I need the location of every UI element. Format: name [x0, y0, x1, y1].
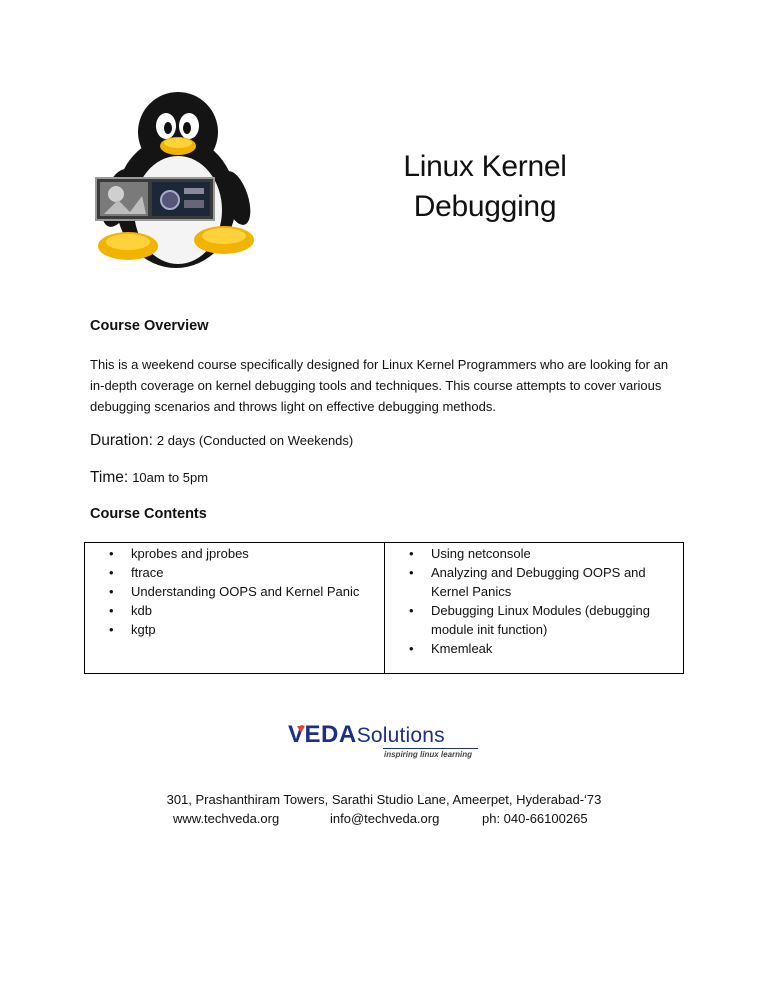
- list-item: • kgtp: [131, 620, 378, 639]
- logo-accent-mark: [297, 726, 305, 733]
- time-label: Time:: [90, 469, 129, 486]
- title-line-2: Debugging: [413, 190, 557, 223]
- course-contents-heading: Course Contents: [90, 506, 207, 522]
- contents-right-column: [384, 543, 683, 673]
- tux-penguin-icon: [90, 90, 260, 270]
- course-overview-text: This is a weekend course specifically designed for Linux Kernel Programmers who are looking for an in-depth coverage on kernel debugging tools and techniques. This course attempts to cover various debugging scenarios and throws light on effective debugging methods.: [90, 357, 669, 414]
- course-contents-table: [84, 542, 684, 674]
- page-title: [360, 147, 610, 227]
- veda-solutions-logo: [288, 720, 488, 764]
- logo-solutions-text: Solutions: [356, 724, 445, 747]
- logo-wordmark: [288, 720, 445, 751]
- logo-underline: [383, 748, 478, 749]
- contents-left-list: [109, 544, 378, 639]
- footer-email-link[interactable]: info@techveda.org: [330, 811, 440, 826]
- time-value: 10am to 5pm: [132, 470, 209, 485]
- list-item: • Understanding OOPS and Kernel Panic: [131, 582, 378, 601]
- duration-value: 2 days (Conducted on Weekends): [156, 433, 354, 448]
- course-overview-heading: Course Overview: [90, 318, 209, 334]
- list-item: • kprobes and jprobes: [131, 544, 378, 563]
- time-line: [90, 469, 208, 487]
- title-line-1: Linux Kernel: [403, 150, 567, 183]
- duration-label: Duration:: [90, 432, 153, 449]
- list-item: • Analyzing and Debugging OOPS and Kernel Panics: [431, 563, 677, 601]
- list-item: • Using netconsole: [431, 544, 677, 563]
- footer-phone: ph: 040-66100265: [482, 811, 588, 826]
- duration-line: [90, 432, 353, 450]
- list-item: • ftrace: [131, 563, 378, 582]
- logo-tagline: inspiring linux learning: [384, 750, 473, 759]
- list-item: • Debugging Linux Modules (debugging module init function): [431, 601, 677, 639]
- contents-right-list: [409, 544, 677, 658]
- list-item: • kdb: [131, 601, 378, 620]
- contents-left-column: [85, 543, 384, 673]
- logo-veda-text: VEDA: [288, 721, 357, 748]
- footer-website-link[interactable]: www.techveda.org: [173, 811, 280, 826]
- footer-address: 301, Prashanthiram Towers, Sarathi Studio Lane, Ameerpet, Hyderabad-‘73: [166, 792, 602, 807]
- list-item: • Kmemleak: [431, 639, 677, 658]
